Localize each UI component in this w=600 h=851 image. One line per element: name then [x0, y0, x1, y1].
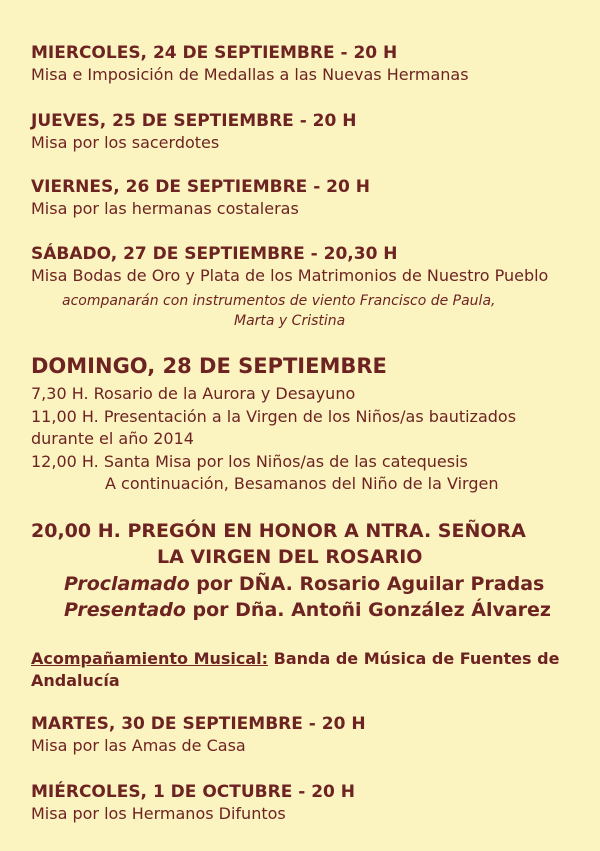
sunday-line: 11,00 H. Presentación a la Virgen de los Niños/as bautizados [31, 407, 517, 426]
event-description: Misa por los Hermanos Difuntos [31, 804, 286, 823]
sunday-line: 12,00 H. Santa Misa por los Niños/as de las catequesis [31, 452, 468, 471]
presentado-name: por Dña. Antoñi González Álvarez [185, 599, 551, 621]
music-text: Banda de Música de Fuentes de Andalucía [31, 649, 560, 690]
music-label: Acompañamiento Musical: [31, 649, 269, 668]
event-heading: JUEVES, 25 DE SEPTIEMBRE - 20 H [31, 111, 357, 131]
event-heading: MIÉRCOLES, 1 DE OCTUBRE - 20 H [31, 782, 356, 802]
event-heading: SÁBADO, 27 DE SEPTIEMBRE - 20,30 H [31, 244, 398, 264]
event-description: Misa por las hermanas costaleras [31, 199, 299, 218]
event-block [31, 177, 370, 219]
sunday-line: A continuación, Besamanos del Niño de la Virgen [105, 474, 499, 493]
event-heading: MIERCOLES, 24 DE SEPTIEMBRE - 20 H [31, 43, 398, 63]
pregon-proclamado [64, 571, 544, 597]
pregon-subtitle: LA VIRGEN DEL ROSARIO [157, 546, 423, 568]
sunday-line: 7,30 H. Rosario de la Aurora y Desayuno [31, 384, 356, 403]
event-note: Marta y Cristina [234, 313, 346, 329]
event-block [31, 782, 355, 824]
event-heading: MARTES, 30 DE SEPTIEMBRE - 20 H [31, 714, 366, 734]
event-block [31, 43, 469, 85]
event-block [31, 244, 548, 286]
event-description: Misa Bodas de Oro y Plata de los Matrimonios de Nuestro Pueblo [31, 266, 549, 285]
event-note: acompanarán con instrumentos de viento Francisco de Paula, [62, 293, 496, 309]
sunday-line: durante el año 2014 [31, 429, 194, 448]
event-block [31, 714, 366, 756]
presentado-label: Presentado [64, 599, 186, 621]
event-heading: VIERNES, 26 DE SEPTIEMBRE - 20 H [31, 177, 370, 197]
pregon-presentado [64, 597, 551, 623]
music-accompaniment [31, 648, 561, 692]
pregon-title: 20,00 H. PREGÓN EN HONOR A NTRA. SEÑORA [31, 520, 526, 542]
event-description: Misa por los sacerdotes [31, 133, 220, 152]
proclamado-name: por DÑA. Rosario Aguilar Pradas [189, 573, 545, 595]
event-block [31, 111, 356, 153]
proclamado-label: Proclamado [64, 573, 190, 595]
sunday-heading: DOMINGO, 28 DE SEPTIEMBRE [31, 354, 387, 378]
event-description: Misa e Imposición de Medallas a las Nuevas Hermanas [31, 65, 469, 84]
event-description: Misa por las Amas de Casa [31, 736, 246, 755]
